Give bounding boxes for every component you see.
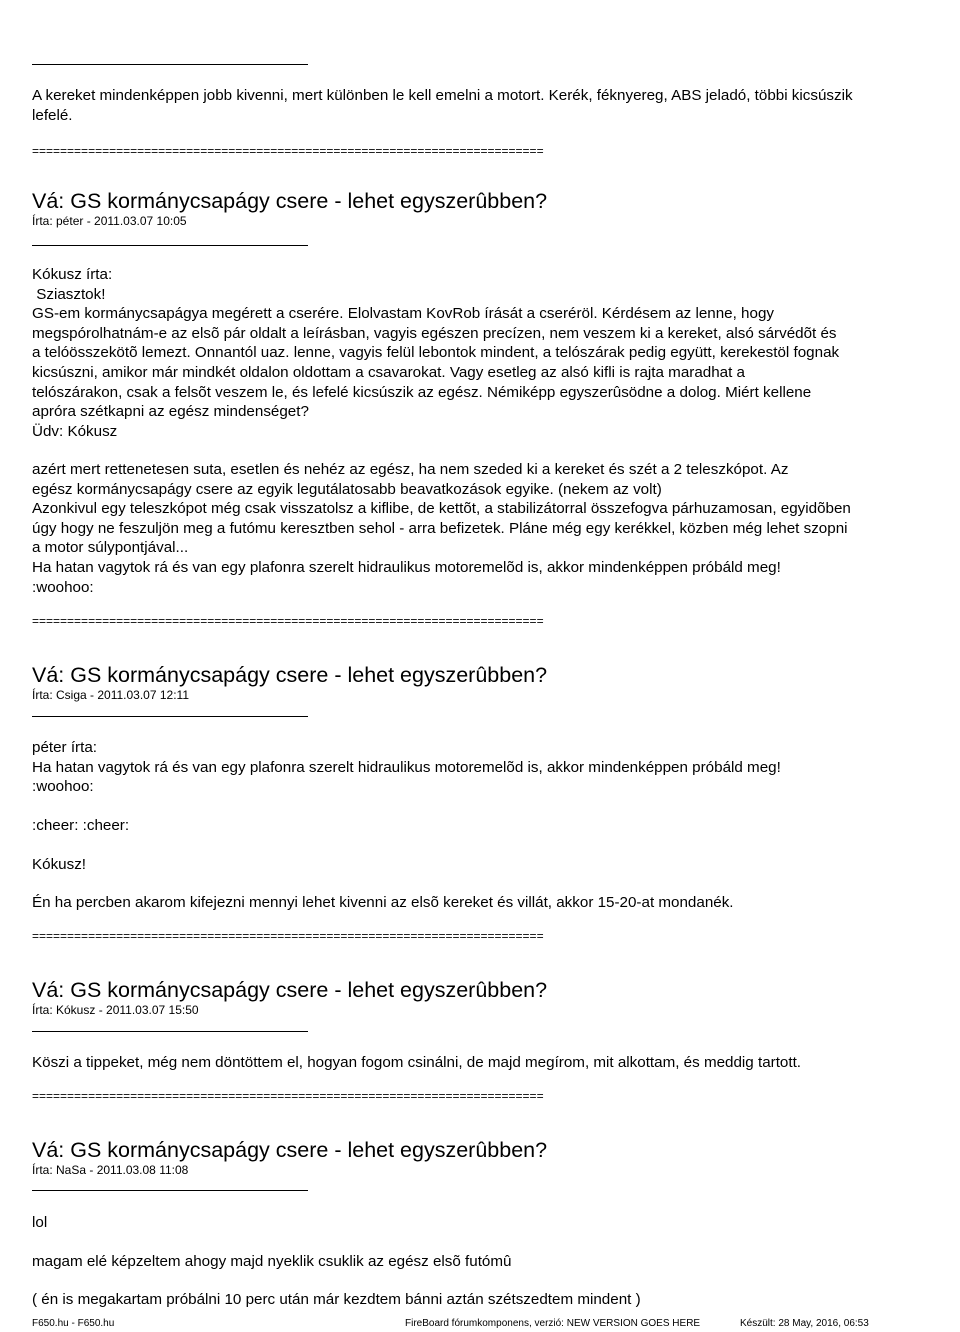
forum-post [32,1137,547,1178]
divider-line [32,1190,308,1191]
divider-line [32,1031,308,1032]
post-separator: ========================================================================= [32,929,544,943]
footer-site: F650.hu - F650.hu [32,1318,115,1329]
post-body: azért mert rettenetesen suta, esetlen és nehéz az egész, ha nem szeded ki a kereket és szét a 2 teleszkópot. Az egész kormánycsapágy csere az egyik legutálatosabb beavatkozások egyike. (nekem az volt) Azonkivul egy teleszkópot még csak visszatolsz a kiflibe, de kettõt, a stabilizátorral összefogva párhuzamosan, egyidõben úgy hogy ne feszuljön meg a futómu keresztben sehol - arra befizetek. Pláne még egy kerékkel, közben még lehet szopni a motor súlypontjával... Ha hatan vagytok rá és van egy plafonra szerelt hidraulikus motoremelõd is, akkor mindenképpen próbáld meg! :woohoo: [32,461,851,596]
post-line: ( én is megakartam próbálni 10 perc után már kezdtem bánni aztán szétszedtem mindent ) [32,1291,641,1308]
footer-component: FireBoard fórumkomponens, verzió: NEW VERSION GOES HERE [405,1318,701,1329]
post-meta: Írta: Kókusz - 2011.03.07 15:50 [32,1003,199,1017]
post-quote [32,265,932,441]
post-title: Vá: GS kormánycsapágy csere - lehet egyszerûbben? [32,978,548,1002]
post-meta: Írta: NaSa - 2011.03.08 11:08 [32,1163,189,1177]
quote-author: péter írta: [32,739,97,756]
divider-line [32,245,308,246]
post-line: Én ha percben akarom kifejezni mennyi lehet kivenni az elsõ kereket és villát, akkor 15-20-at mondanék. [32,894,734,911]
quote-line: Sziasztok! [32,285,106,303]
quote-author: Kókusz írta: [32,266,113,283]
post-separator: ========================================================================= [32,614,544,628]
forum-post [32,188,547,229]
post-meta: Írta: péter - 2011.03.07 10:05 [32,214,187,228]
post-title: Vá: GS kormánycsapágy csere - lehet egyszerûbben? [32,663,548,687]
divider-line [32,716,308,717]
divider-line [32,64,308,65]
quote-text: Ha hatan vagytok rá és van egy plafonra szerelt hidraulikus motoremelõd is, akkor mindenképpen próbáld meg! :woohoo: [32,758,781,796]
post-line: magam elé képzeltem ahogy majd nyeklik csuklik az egész elsõ futómû [32,1253,512,1270]
post-title: Vá: GS kormánycsapágy csere - lehet egyszerûbben? [32,1138,548,1162]
post-body: A kereket mindenképpen jobb kivenni, mert különben le kell emelni a motort. Kerék, féknyereg, ABS jeladó, többi kicsúszik lefelé. [32,87,853,124]
forum-post [32,662,547,703]
forum-post [32,977,547,1018]
post-line: :cheer: :cheer: [32,817,130,834]
post-body: Köszi a tippeket, még nem döntöttem el, hogyan fogom csinálni, de majd megírom, mit alkottam, és meddig tartott. [32,1054,802,1071]
post-line: Kókusz! [32,856,87,873]
post-quote [32,738,781,797]
post-separator: ========================================================================= [32,1089,544,1103]
post-separator: ========================================================================= [32,144,544,158]
footer-timestamp: Készült: 28 May, 2016, 06:53 [740,1318,869,1329]
quote-line: Üdv: Kókusz [32,422,118,440]
quote-line: GS-em kormánycsapágya megérett a cserére. Elolvastam KovRob írását a cseréröl. Kérdésem az lenne, hogy megspórolhatnám-e az elsõ pár oldalt a leírásban, vagyis egészen precízen, nem veszem ki a kereket, alsó sárvédõt és a telóösszekötõ lemezt. Onnantól uaz. lenne, vagyis felül lebontok mindent, a telószárak pedig együtt, kerekestöl fognak kicsúszni, amikor már mindkét oldalon oldottam a csavarokat. Vagy esetleg az alsó kifli is rajta maradhat a telószárakon, csak a felsõt veszem le, és lefelé kicsúszik az egész. Némiképp egyszerûsödne a dolog. Miért kellene apróra szétkapni az egész mindenséget? [32,305,840,421]
post-meta: Írta: Csiga - 2011.03.07 12:11 [32,688,189,702]
post-title: Vá: GS kormánycsapágy csere - lehet egyszerûbben? [32,189,548,213]
post-line: lol [32,1214,48,1231]
